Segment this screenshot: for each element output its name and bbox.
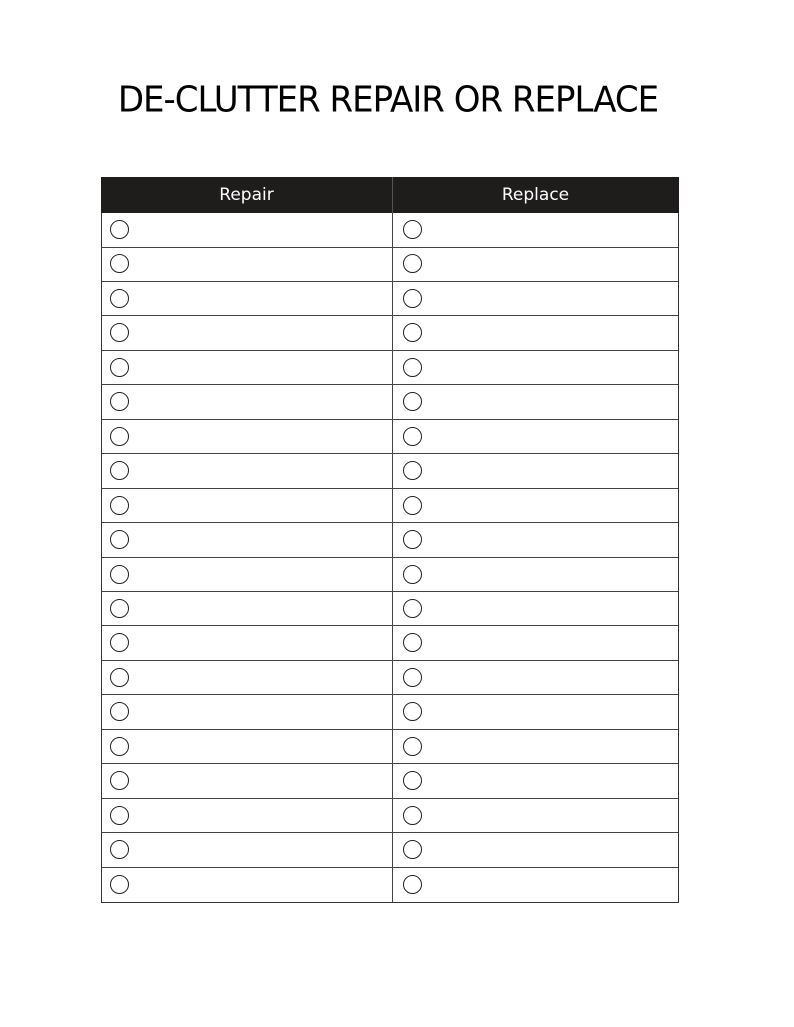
table-row [102, 558, 678, 593]
repair-entry-field[interactable] [134, 286, 386, 312]
replace-checkbox[interactable] [403, 358, 422, 377]
table-row [102, 282, 678, 317]
replace-entry-field[interactable] [428, 665, 672, 691]
page-title: DE-CLUTTER REPAIR OR REPLACE [117, 79, 659, 121]
table-row [102, 592, 678, 627]
repair-checkbox[interactable] [110, 840, 129, 859]
replace-entry-field[interactable] [428, 320, 672, 346]
repair-checkbox[interactable] [110, 323, 129, 342]
replace-checkbox[interactable] [403, 633, 422, 652]
repair-entry-field[interactable] [134, 217, 386, 243]
replace-entry-field[interactable] [428, 527, 672, 553]
replace-entry-field[interactable] [428, 286, 672, 312]
table-row [102, 385, 678, 420]
replace-entry-field[interactable] [428, 630, 672, 656]
table-row [102, 764, 678, 799]
repair-checkbox[interactable] [110, 461, 129, 480]
repair-entry-field[interactable] [134, 251, 386, 277]
table-row [102, 799, 678, 834]
replace-checkbox[interactable] [403, 254, 422, 273]
repair-entry-field[interactable] [134, 803, 386, 829]
replace-checkbox[interactable] [403, 427, 422, 446]
table-row [102, 247, 678, 282]
replace-entry-field[interactable] [428, 562, 672, 588]
replace-entry-field[interactable] [428, 872, 672, 898]
repair-entry-field[interactable] [134, 389, 386, 415]
table-row [102, 833, 678, 868]
repair-checkbox[interactable] [110, 875, 129, 894]
table-row [102, 868, 678, 903]
replace-checkbox[interactable] [403, 323, 422, 342]
table-row [102, 213, 678, 248]
replace-entry-field[interactable] [428, 217, 672, 243]
repair-checkbox[interactable] [110, 633, 129, 652]
replace-entry-field[interactable] [428, 699, 672, 725]
checklist-table [101, 177, 679, 904]
table-row [102, 351, 678, 386]
table-row [102, 661, 678, 696]
table-row [102, 730, 678, 765]
replace-checkbox[interactable] [403, 702, 422, 721]
replace-entry-field[interactable] [428, 596, 672, 622]
table-row [102, 420, 678, 455]
repair-entry-field[interactable] [134, 458, 386, 484]
replace-checkbox[interactable] [403, 737, 422, 756]
checklist-grid [101, 213, 679, 903]
replace-entry-field[interactable] [428, 734, 672, 760]
repair-checkbox[interactable] [110, 599, 129, 618]
replace-entry-field[interactable] [428, 458, 672, 484]
repair-checkbox[interactable] [110, 668, 129, 687]
replace-checkbox[interactable] [403, 668, 422, 687]
replace-checkbox[interactable] [403, 806, 422, 825]
replace-checkbox[interactable] [403, 840, 422, 859]
table-row [102, 695, 678, 730]
replace-checkbox[interactable] [403, 461, 422, 480]
replace-entry-field[interactable] [428, 803, 672, 829]
table-row [102, 489, 678, 524]
repair-entry-field[interactable] [134, 596, 386, 622]
repair-entry-field[interactable] [134, 699, 386, 725]
repair-entry-field[interactable] [134, 768, 386, 794]
replace-entry-field[interactable] [428, 355, 672, 381]
replace-entry-field[interactable] [428, 493, 672, 519]
repair-entry-field[interactable] [134, 527, 386, 553]
replace-checkbox[interactable] [403, 496, 422, 515]
replace-checkbox[interactable] [403, 392, 422, 411]
repair-checkbox[interactable] [110, 392, 129, 411]
column-header-repair: Repair [219, 185, 274, 205]
repair-checkbox[interactable] [110, 254, 129, 273]
repair-checkbox[interactable] [110, 496, 129, 515]
replace-checkbox[interactable] [403, 771, 422, 790]
table-header [101, 177, 679, 213]
repair-entry-field[interactable] [134, 837, 386, 863]
table-row [102, 626, 678, 661]
repair-checkbox[interactable] [110, 771, 129, 790]
repair-entry-field[interactable] [134, 424, 386, 450]
replace-checkbox[interactable] [403, 289, 422, 308]
replace-entry-field[interactable] [428, 389, 672, 415]
repair-checkbox[interactable] [110, 289, 129, 308]
repair-entry-field[interactable] [134, 734, 386, 760]
table-row [102, 523, 678, 558]
repair-checkbox[interactable] [110, 427, 129, 446]
replace-checkbox[interactable] [403, 565, 422, 584]
repair-checkbox[interactable] [110, 806, 129, 825]
repair-entry-field[interactable] [134, 493, 386, 519]
repair-checkbox[interactable] [110, 530, 129, 549]
replace-checkbox[interactable] [403, 220, 422, 239]
repair-entry-field[interactable] [134, 665, 386, 691]
repair-checkbox[interactable] [110, 702, 129, 721]
repair-entry-field[interactable] [134, 562, 386, 588]
replace-entry-field[interactable] [428, 768, 672, 794]
repair-checkbox[interactable] [110, 358, 129, 377]
repair-entry-field[interactable] [134, 630, 386, 656]
repair-entry-field[interactable] [134, 355, 386, 381]
repair-entry-field[interactable] [134, 320, 386, 346]
replace-entry-field[interactable] [428, 837, 672, 863]
replace-entry-field[interactable] [428, 251, 672, 277]
repair-entry-field[interactable] [134, 872, 386, 898]
table-row [102, 454, 678, 489]
table-row [102, 316, 678, 351]
replace-checkbox[interactable] [403, 599, 422, 618]
repair-checkbox[interactable] [110, 565, 129, 584]
replace-checkbox[interactable] [403, 530, 422, 549]
replace-checkbox[interactable] [403, 875, 422, 894]
repair-checkbox[interactable] [110, 220, 129, 239]
replace-entry-field[interactable] [428, 424, 672, 450]
repair-checkbox[interactable] [110, 737, 129, 756]
column-header-replace: Replace [501, 185, 570, 205]
